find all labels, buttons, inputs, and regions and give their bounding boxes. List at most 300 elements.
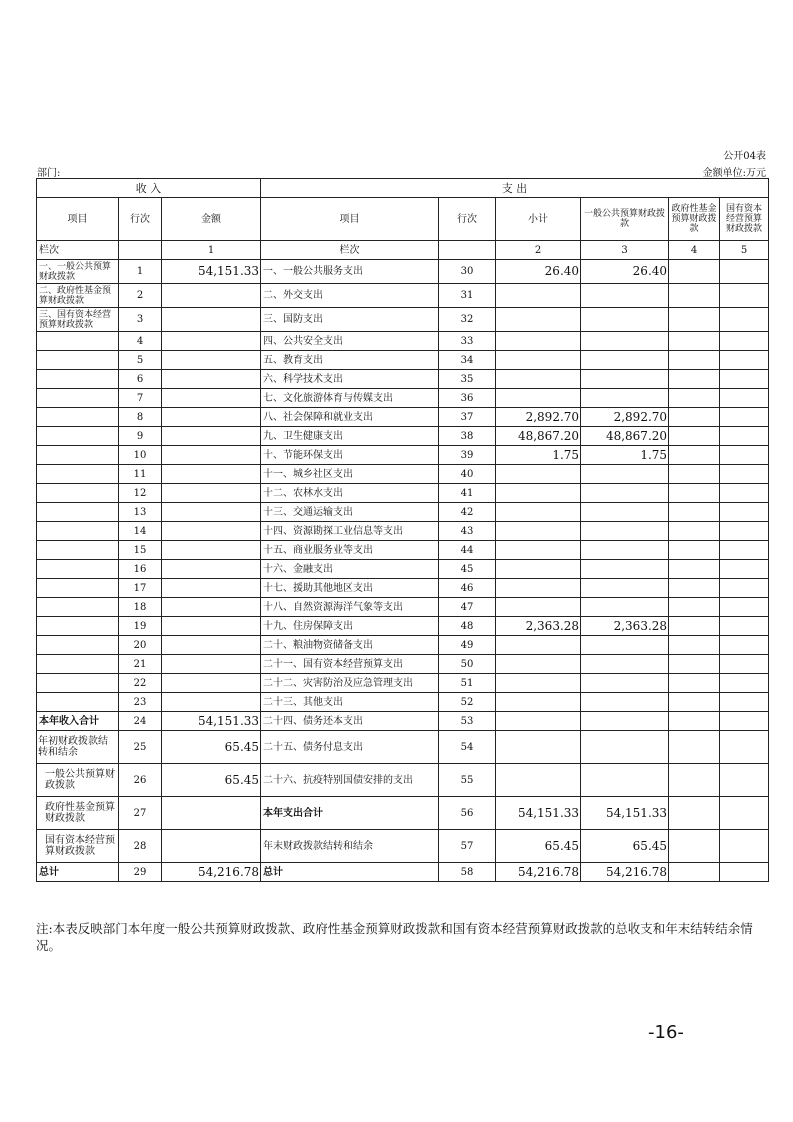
expense-item-cell: 二十三、其他支出: [261, 693, 439, 712]
expense-item-cell: 二十四、债务还本支出: [261, 712, 439, 731]
table-row: [37, 731, 769, 764]
income-item-cell: [37, 465, 119, 484]
state-capital-budget-cell: [720, 674, 769, 693]
income-item-cell: 国有资本经营预算财政拨款: [37, 830, 119, 863]
expense-row-no-cell: 58: [439, 863, 496, 882]
general-budget-cell: [581, 284, 669, 308]
fund-budget-cell: [669, 332, 720, 351]
income-amount-cell: 54,216.78: [162, 863, 261, 882]
expense-item-cell: 二十一、国有资本经营预算支出: [261, 655, 439, 674]
income-item-cell: [37, 560, 119, 579]
income-item-cell: [37, 370, 119, 389]
fund-budget-cell: [669, 408, 720, 427]
table-row: [37, 389, 769, 408]
fund-budget-cell: [669, 260, 720, 284]
expense-item-cell: 年末财政拨款结转和结余: [261, 830, 439, 863]
expense-item-cell: 十三、交通运输支出: [261, 503, 439, 522]
general-budget-cell: [581, 636, 669, 655]
table-row: [37, 674, 769, 693]
general-budget-cell: 2,892.70: [581, 408, 669, 427]
income-row-no-cell: 27: [119, 797, 162, 830]
income-item-cell: 三、国有资本经营预算财政拨款: [37, 308, 119, 332]
table-row: [37, 308, 769, 332]
fund-budget-cell: [669, 541, 720, 560]
general-budget-cell: [581, 712, 669, 731]
expense-row-no-cell: 36: [439, 389, 496, 408]
col-number-2: 2: [496, 241, 581, 260]
expense-item-cell: 四、公共安全支出: [261, 332, 439, 351]
income-amount-cell: [162, 522, 261, 541]
income-amount-cell: [162, 446, 261, 465]
income-row-no-cell: 14: [119, 522, 162, 541]
subtotal-cell: [496, 560, 581, 579]
subtotal-cell: [496, 503, 581, 522]
table-row: [37, 484, 769, 503]
expense-item-cell: 十七、援助其他地区支出: [261, 579, 439, 598]
expense-item-cell: 三、国防支出: [261, 308, 439, 332]
table-row: [37, 617, 769, 636]
unit-label: 金额单位:万元: [702, 168, 766, 179]
income-row-no-cell: 2: [119, 284, 162, 308]
table-row: [37, 465, 769, 484]
income-row-no-cell: 13: [119, 503, 162, 522]
expense-row-no-cell: 45: [439, 560, 496, 579]
state-capital-budget-cell: [720, 260, 769, 284]
state-capital-budget-cell: [720, 308, 769, 332]
subtotal-cell: [496, 693, 581, 712]
income-amount-cell: 54,151.33: [162, 260, 261, 284]
table-code: 公开04表: [723, 151, 766, 162]
expense-item-cell: 八、社会保障和就业支出: [261, 408, 439, 427]
general-budget-cell: 48,867.20: [581, 427, 669, 446]
income-row-no-cell: 9: [119, 427, 162, 446]
col-income-row-no: 行次: [119, 198, 162, 241]
expense-item-cell: 七、文化旅游体育与传媒支出: [261, 389, 439, 408]
subtotal-cell: [496, 351, 581, 370]
expense-row-no-cell: 54: [439, 731, 496, 764]
income-amount-cell: [162, 674, 261, 693]
expense-item-cell: 二十五、债务付息支出: [261, 731, 439, 764]
income-amount-cell: 54,151.33: [162, 712, 261, 731]
income-amount-cell: [162, 598, 261, 617]
subtotal-cell: [496, 764, 581, 797]
fund-budget-cell: [669, 636, 720, 655]
subtotal-cell: [496, 284, 581, 308]
state-capital-budget-cell: [720, 797, 769, 830]
col-number-label-right: 栏次: [261, 241, 439, 260]
subtotal-cell: [496, 674, 581, 693]
income-item-cell: 二、政府性基金预算财政拨款: [37, 284, 119, 308]
state-capital-budget-cell: [720, 284, 769, 308]
department-label: 部门:: [37, 168, 61, 179]
expense-row-no-cell: 53: [439, 712, 496, 731]
income-amount-cell: [162, 503, 261, 522]
table-row: [37, 522, 769, 541]
table-row: [37, 503, 769, 522]
subtotal-cell: [496, 522, 581, 541]
state-capital-budget-cell: [720, 446, 769, 465]
income-row-no-cell: 18: [119, 598, 162, 617]
col-number-3: 3: [581, 241, 669, 260]
income-row-no-cell: 17: [119, 579, 162, 598]
table-row: [37, 598, 769, 617]
subtotal-cell: 65.45: [496, 830, 581, 863]
expense-row-no-cell: 57: [439, 830, 496, 863]
expense-item-cell: 二十六、抗疫特别国债安排的支出: [261, 764, 439, 797]
general-budget-cell: [581, 484, 669, 503]
income-row-no-cell: 28: [119, 830, 162, 863]
expense-row-no-cell: 37: [439, 408, 496, 427]
expense-item-cell: 二十、粮油物资储备支出: [261, 636, 439, 655]
expense-item-cell: 十六、金融支出: [261, 560, 439, 579]
subtotal-cell: [496, 598, 581, 617]
col-number-empty: [119, 241, 162, 260]
state-capital-budget-cell: [720, 693, 769, 712]
general-budget-cell: [581, 541, 669, 560]
income-row-no-cell: 6: [119, 370, 162, 389]
general-budget-cell: [581, 332, 669, 351]
table-row: [37, 408, 769, 427]
state-capital-budget-cell: [720, 427, 769, 446]
income-row-no-cell: 16: [119, 560, 162, 579]
col-expense-item: 项目: [261, 198, 439, 241]
subtotal-cell: [496, 712, 581, 731]
col-number-label-left: 栏次: [37, 241, 119, 260]
state-capital-budget-cell: [720, 598, 769, 617]
budget-table: [36, 178, 769, 882]
table-row: [37, 284, 769, 308]
expense-row-no-cell: 46: [439, 579, 496, 598]
expense-row-no-cell: 48: [439, 617, 496, 636]
income-item-cell: [37, 579, 119, 598]
general-budget-cell: [581, 522, 669, 541]
col-fund-budget: 政府性基金预算财政拨款: [669, 198, 720, 241]
table-row: [37, 655, 769, 674]
income-row-no-cell: 22: [119, 674, 162, 693]
expense-row-no-cell: 47: [439, 598, 496, 617]
expense-row-no-cell: 33: [439, 332, 496, 351]
col-expense-row-no: 行次: [439, 198, 496, 241]
expense-item-cell: 二、外交支出: [261, 284, 439, 308]
general-budget-cell: [581, 389, 669, 408]
income-amount-cell: [162, 636, 261, 655]
col-general-budget: 一般公共预算财政拨款: [581, 198, 669, 241]
income-item-cell: [37, 522, 119, 541]
general-budget-cell: [581, 351, 669, 370]
expense-item-cell: 本年支出合计: [261, 797, 439, 830]
state-capital-budget-cell: [720, 370, 769, 389]
fund-budget-cell: [669, 598, 720, 617]
fund-budget-cell: [669, 351, 720, 370]
income-row-no-cell: 20: [119, 636, 162, 655]
general-budget-cell: 65.45: [581, 830, 669, 863]
table-note: 注:本表反映部门本年度一般公共预算财政拨款、政府性基金预算财政拨款和国有资本经营预算财政拨款的总收支和年末结转结余情况。: [36, 921, 753, 953]
subtotal-cell: [496, 465, 581, 484]
income-row-no-cell: 10: [119, 446, 162, 465]
income-row-no-cell: 29: [119, 863, 162, 882]
income-amount-cell: [162, 655, 261, 674]
table-row: [37, 446, 769, 465]
col-number-empty: [439, 241, 496, 260]
income-row-no-cell: 24: [119, 712, 162, 731]
subtotal-cell: 54,151.33: [496, 797, 581, 830]
income-row-no-cell: 21: [119, 655, 162, 674]
income-amount-cell: [162, 284, 261, 308]
income-item-cell: [37, 332, 119, 351]
fund-budget-cell: [669, 617, 720, 636]
income-amount-cell: [162, 484, 261, 503]
income-item-cell: 一、一般公共预算财政拨款: [37, 260, 119, 284]
income-row-no-cell: 5: [119, 351, 162, 370]
expense-row-no-cell: 55: [439, 764, 496, 797]
income-amount-cell: [162, 617, 261, 636]
income-item-cell: [37, 617, 119, 636]
expense-item-cell: 十八、自然资源海洋气象等支出: [261, 598, 439, 617]
fund-budget-cell: [669, 579, 720, 598]
state-capital-budget-cell: [720, 465, 769, 484]
income-item-cell: [37, 693, 119, 712]
income-item-cell: 年初财政拨款结转和结余: [37, 731, 119, 764]
table-row: [37, 332, 769, 351]
group-header-row: [37, 179, 769, 198]
fund-budget-cell: [669, 830, 720, 863]
income-amount-cell: [162, 308, 261, 332]
expense-row-no-cell: 49: [439, 636, 496, 655]
fund-budget-cell: [669, 427, 720, 446]
expense-row-no-cell: 56: [439, 797, 496, 830]
table-row: [37, 560, 769, 579]
fund-budget-cell: [669, 863, 720, 882]
expense-item-cell: 一、一般公共服务支出: [261, 260, 439, 284]
income-amount-cell: [162, 560, 261, 579]
income-amount-cell: [162, 427, 261, 446]
general-budget-cell: 1.75: [581, 446, 669, 465]
fund-budget-cell: [669, 370, 720, 389]
subtotal-cell: [496, 484, 581, 503]
income-item-cell: [37, 389, 119, 408]
expense-row-no-cell: 39: [439, 446, 496, 465]
fund-budget-cell: [669, 446, 720, 465]
income-group-header: 收 入: [37, 179, 261, 198]
income-row-no-cell: 7: [119, 389, 162, 408]
expense-item-cell: 十、节能环保支出: [261, 446, 439, 465]
subtotal-cell: 48,867.20: [496, 427, 581, 446]
expense-row-no-cell: 30: [439, 260, 496, 284]
income-amount-cell: [162, 579, 261, 598]
table-row: [37, 797, 769, 830]
income-row-no-cell: 11: [119, 465, 162, 484]
expense-row-no-cell: 41: [439, 484, 496, 503]
expense-item-cell: 十九、住房保障支出: [261, 617, 439, 636]
income-amount-cell: [162, 465, 261, 484]
state-capital-budget-cell: [720, 655, 769, 674]
subtotal-cell: [496, 332, 581, 351]
state-capital-budget-cell: [720, 408, 769, 427]
col-income-amount: 金额: [162, 198, 261, 241]
income-amount-cell: [162, 408, 261, 427]
table-row: [37, 427, 769, 446]
expense-item-cell: 五、教育支出: [261, 351, 439, 370]
table-row: [37, 830, 769, 863]
table-row: [37, 693, 769, 712]
income-item-cell: 总计: [37, 863, 119, 882]
income-item-cell: 一般公共预算财政拨款: [37, 764, 119, 797]
expense-row-no-cell: 52: [439, 693, 496, 712]
expense-row-no-cell: 40: [439, 465, 496, 484]
expense-item-cell: 十二、农林水支出: [261, 484, 439, 503]
state-capital-budget-cell: [720, 731, 769, 764]
income-item-cell: [37, 503, 119, 522]
income-amount-cell: [162, 541, 261, 560]
general-budget-cell: [581, 308, 669, 332]
state-capital-budget-cell: [720, 522, 769, 541]
income-item-cell: [37, 427, 119, 446]
table-row: [37, 541, 769, 560]
general-budget-cell: 54,151.33: [581, 797, 669, 830]
table-row: [37, 260, 769, 284]
general-budget-cell: [581, 465, 669, 484]
state-capital-budget-cell: [720, 503, 769, 522]
column-header-row: [37, 198, 769, 241]
general-budget-cell: [581, 370, 669, 389]
state-capital-budget-cell: [720, 617, 769, 636]
col-number-4: 4: [669, 241, 720, 260]
general-budget-cell: [581, 579, 669, 598]
general-budget-cell: [581, 764, 669, 797]
income-row-no-cell: 25: [119, 731, 162, 764]
income-row-no-cell: 1: [119, 260, 162, 284]
income-amount-cell: [162, 370, 261, 389]
state-capital-budget-cell: [720, 579, 769, 598]
general-budget-cell: 26.40: [581, 260, 669, 284]
subtotal-cell: 26.40: [496, 260, 581, 284]
table-row: [37, 636, 769, 655]
income-item-cell: [37, 598, 119, 617]
fund-budget-cell: [669, 484, 720, 503]
expense-item-cell: 十五、商业服务业等支出: [261, 541, 439, 560]
table-row: [37, 579, 769, 598]
general-budget-cell: [581, 560, 669, 579]
fund-budget-cell: [669, 308, 720, 332]
page-number: -16-: [648, 1022, 684, 1043]
state-capital-budget-cell: [720, 560, 769, 579]
col-number-5: 5: [720, 241, 769, 260]
state-capital-budget-cell: [720, 863, 769, 882]
state-capital-budget-cell: [720, 484, 769, 503]
income-item-cell: [37, 636, 119, 655]
state-capital-budget-cell: [720, 389, 769, 408]
general-budget-cell: [581, 655, 669, 674]
state-capital-budget-cell: [720, 351, 769, 370]
subtotal-cell: [496, 308, 581, 332]
subtotal-cell: [496, 370, 581, 389]
general-budget-cell: [581, 731, 669, 764]
state-capital-budget-cell: [720, 712, 769, 731]
fund-budget-cell: [669, 764, 720, 797]
table-row: [37, 764, 769, 797]
expense-item-cell: 九、卫生健康支出: [261, 427, 439, 446]
general-budget-cell: [581, 674, 669, 693]
expense-row-no-cell: 50: [439, 655, 496, 674]
fund-budget-cell: [669, 522, 720, 541]
col-income-item: 项目: [37, 198, 119, 241]
income-item-cell: [37, 351, 119, 370]
income-row-no-cell: 15: [119, 541, 162, 560]
state-capital-budget-cell: [720, 541, 769, 560]
income-row-no-cell: 23: [119, 693, 162, 712]
income-item-cell: 本年收入合计: [37, 712, 119, 731]
col-number-1: 1: [162, 241, 261, 260]
subtotal-cell: 54,216.78: [496, 863, 581, 882]
expense-row-no-cell: 42: [439, 503, 496, 522]
income-item-cell: [37, 446, 119, 465]
fund-budget-cell: [669, 797, 720, 830]
col-subtotal: 小计: [496, 198, 581, 241]
expense-row-no-cell: 31: [439, 284, 496, 308]
expense-row-no-cell: 51: [439, 674, 496, 693]
table-row: [37, 863, 769, 882]
expense-row-no-cell: 43: [439, 522, 496, 541]
income-amount-cell: [162, 389, 261, 408]
fund-budget-cell: [669, 655, 720, 674]
fund-budget-cell: [669, 712, 720, 731]
expense-item-cell: 六、科学技术支出: [261, 370, 439, 389]
income-amount-cell: [162, 830, 261, 863]
expense-item-cell: 十一、城乡社区支出: [261, 465, 439, 484]
income-item-cell: 政府性基金预算财政拨款: [37, 797, 119, 830]
expense-item-cell: 二十二、灾害防治及应急管理支出: [261, 674, 439, 693]
subtotal-cell: [496, 731, 581, 764]
income-row-no-cell: 8: [119, 408, 162, 427]
subtotal-cell: [496, 541, 581, 560]
income-item-cell: [37, 484, 119, 503]
subtotal-cell: [496, 579, 581, 598]
fund-budget-cell: [669, 465, 720, 484]
state-capital-budget-cell: [720, 830, 769, 863]
column-number-row: [37, 241, 769, 260]
expense-row-no-cell: 35: [439, 370, 496, 389]
income-row-no-cell: 26: [119, 764, 162, 797]
income-amount-cell: [162, 351, 261, 370]
state-capital-budget-cell: [720, 636, 769, 655]
expense-row-no-cell: 34: [439, 351, 496, 370]
subtotal-cell: [496, 655, 581, 674]
income-item-cell: [37, 408, 119, 427]
income-amount-cell: 65.45: [162, 764, 261, 797]
fund-budget-cell: [669, 503, 720, 522]
income-row-no-cell: 3: [119, 308, 162, 332]
income-row-no-cell: 12: [119, 484, 162, 503]
income-row-no-cell: 19: [119, 617, 162, 636]
income-amount-cell: [162, 332, 261, 351]
income-amount-cell: [162, 693, 261, 712]
general-budget-cell: [581, 503, 669, 522]
expense-row-no-cell: 38: [439, 427, 496, 446]
fund-budget-cell: [669, 693, 720, 712]
income-row-no-cell: 4: [119, 332, 162, 351]
general-budget-cell: 2,363.28: [581, 617, 669, 636]
fund-budget-cell: [669, 674, 720, 693]
expense-item-cell: 十四、资源勘探工业信息等支出: [261, 522, 439, 541]
state-capital-budget-cell: [720, 332, 769, 351]
subtotal-cell: [496, 636, 581, 655]
fund-budget-cell: [669, 284, 720, 308]
table-row: [37, 370, 769, 389]
expense-row-no-cell: 32: [439, 308, 496, 332]
fund-budget-cell: [669, 560, 720, 579]
subtotal-cell: [496, 389, 581, 408]
state-capital-budget-cell: [720, 764, 769, 797]
